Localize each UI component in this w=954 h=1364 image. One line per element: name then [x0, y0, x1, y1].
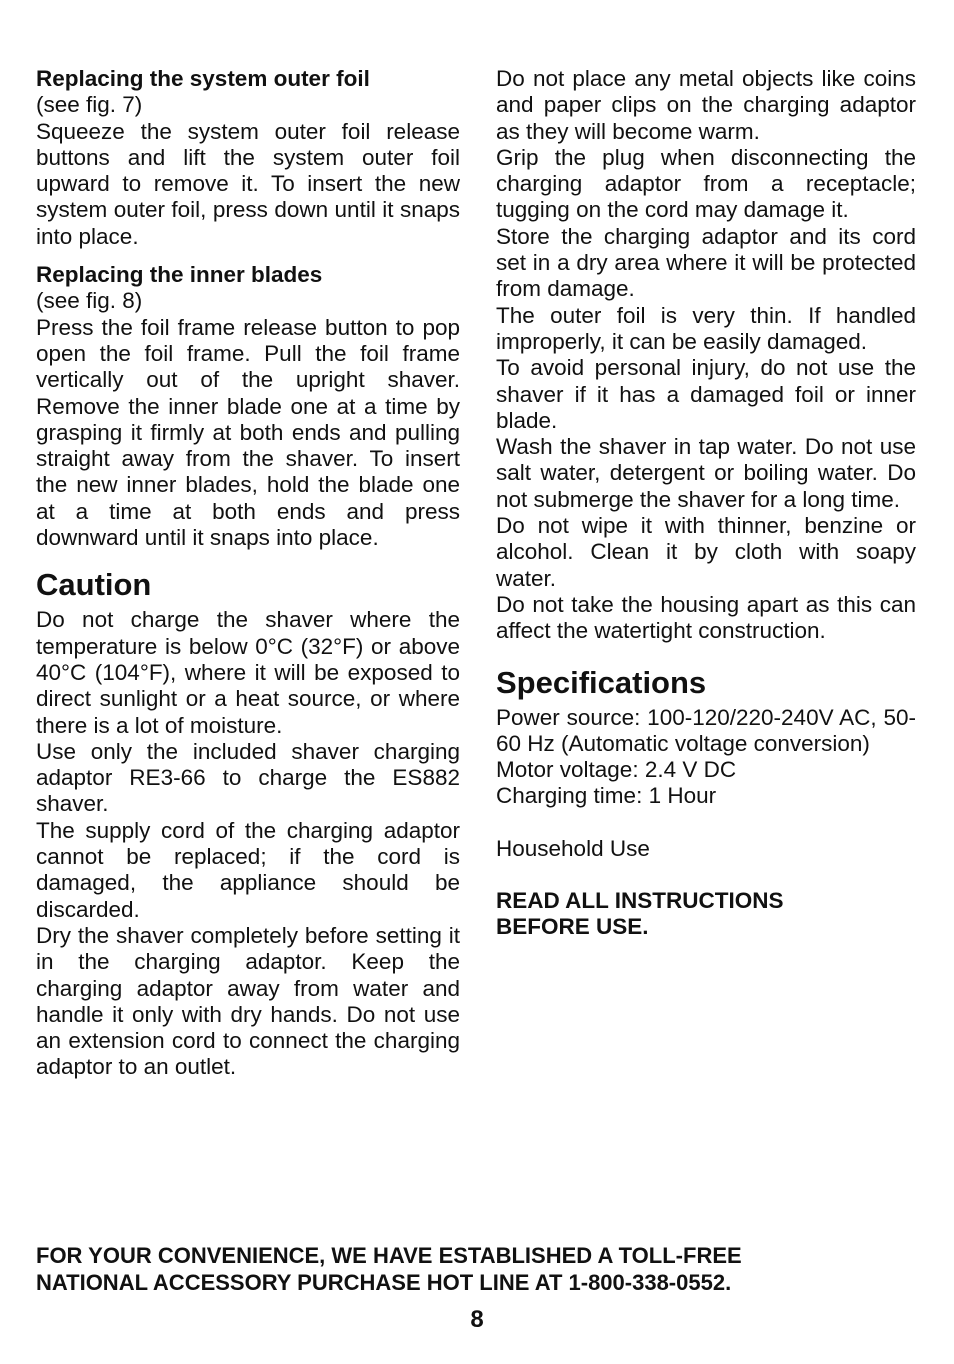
- outer-foil-heading: Replacing the system outer foil: [36, 66, 370, 91]
- right-column: [496, 66, 916, 941]
- caution-paragraph: To avoid personal injury, do not use the shaver if it has a damaged foil or inner blade.: [496, 355, 916, 433]
- caution-section: [36, 567, 460, 1080]
- hotline-line-1: FOR YOUR CONVENIENCE, WE HAVE ESTABLISHED A TOLL-FREE: [36, 1243, 742, 1268]
- specifications-section: [496, 665, 916, 941]
- read-instructions-line-1: READ ALL INSTRUCTIONS: [496, 888, 784, 914]
- caution-paragraph: Grip the plug when disconnecting the charging adaptor from a receptacle; tugging on the cord may damage it.: [496, 144, 916, 223]
- spacer: [496, 862, 916, 888]
- caution-paragraph: The supply cord of the charging adaptor cannot be replaced; if the cord is damaged, the appliance should be discarded.: [36, 817, 460, 922]
- inner-blades-section: [36, 262, 460, 551]
- spec-motor-voltage: Motor voltage: 2.4 V DC: [496, 757, 737, 783]
- outer-foil-section: [36, 66, 460, 250]
- caution-continued: [496, 66, 916, 645]
- read-instructions-line-2: BEFORE USE.: [496, 914, 649, 940]
- outer-foil-body: Squeeze the system outer foil release buttons and lift the system outer foil upward to remove it. To insert the new system outer foil, press down until it snaps into place.: [36, 118, 460, 249]
- spec-power-source: Power source: 100-120/220-240V AC, 50-60 Hz (Automatic voltage conversion): [496, 704, 916, 756]
- caution-heading: Caution: [36, 567, 152, 603]
- outer-foil-fig-ref: (see fig. 7): [36, 92, 143, 118]
- caution-paragraph: Store the charging adaptor and its cord set in a dry area where it will be protected from damage.: [496, 223, 916, 302]
- household-use: Household Use: [496, 835, 650, 861]
- caution-paragraph: Dry the shaver completely before setting it in the charging adaptor. Keep the charging adaptor away from water and handle it only with dry hands. Do not use an extension cord to connect the charging adaptor to an outlet.: [36, 922, 460, 1080]
- hotline-line-2: NATIONAL ACCESSORY PURCHASE HOT LINE AT 1-800-338-0552.: [36, 1270, 732, 1295]
- caution-paragraph: Do not charge the shaver where the temperature is below 0°C (32°F) or above 40°C (104°F), where it will be exposed to direct sunlight or a heat source, or where there is a lot of moisture.: [36, 607, 460, 738]
- inner-blades-heading: Replacing the inner blades: [36, 262, 323, 288]
- caution-paragraph: Do not place any metal objects like coins and paper clips on the charging adaptor as they will become warm.: [496, 66, 916, 144]
- caution-paragraph: The outer foil is very thin. If handled improperly, it can be easily damaged.: [496, 302, 916, 354]
- inner-blades-body: Press the foil frame release button to pop open the foil frame. Pull the foil frame vertically out of the upright shaver. Remove the inner blade one at a time by grasping it firmly at both ends and pulling straight away from the shaver. To insert the new inner blades, hold the blade one at a time at both ends and press downward until it snaps into place.: [36, 314, 460, 551]
- caution-paragraph: Do not wipe it with thinner, benzine or alcohol. Clean it by cloth with soapy water.: [496, 513, 916, 591]
- caution-paragraph: Do not take the housing apart as this can affect the watertight construction.: [496, 591, 916, 644]
- spec-charging-time: Charging time: 1 Hour: [496, 783, 717, 809]
- caution-paragraph: Use only the included shaver charging adaptor RE3-66 to charge the ES882 shaver.: [36, 738, 460, 817]
- page-number: 8: [470, 1306, 484, 1333]
- spacer: [496, 810, 916, 836]
- left-column: [36, 66, 460, 1081]
- specifications-heading: Specifications: [496, 664, 707, 700]
- caution-paragraph: Wash the shaver in tap water. Do not use salt water, detergent or boiling water. Do not submerge the shaver for a long time.: [496, 434, 916, 512]
- hotline-notice: [36, 1242, 916, 1296]
- inner-blades-fig-ref: (see fig. 8): [36, 288, 143, 314]
